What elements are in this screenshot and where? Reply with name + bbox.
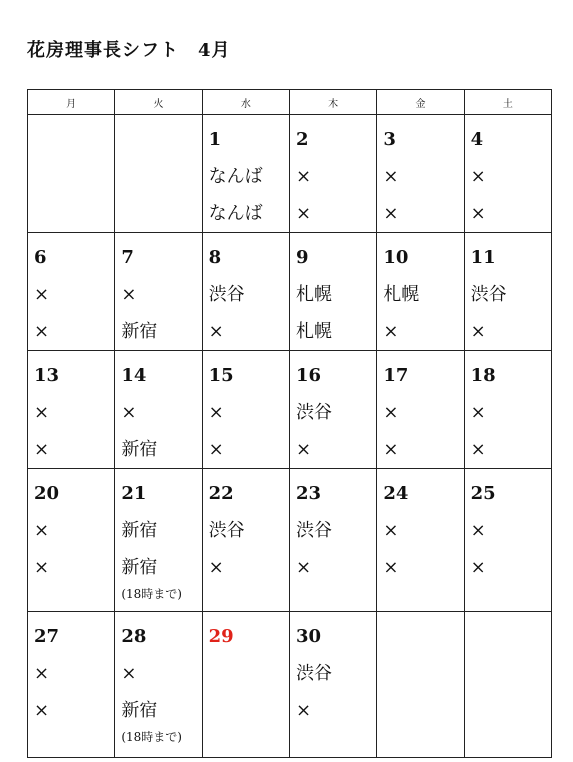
shift-note: (18時まで) bbox=[121, 587, 182, 601]
day-cell bbox=[377, 115, 464, 233]
day-number: 29 bbox=[208, 626, 234, 647]
shift-entry: × bbox=[470, 203, 486, 224]
day-cell bbox=[289, 351, 376, 469]
day-cell bbox=[28, 469, 115, 612]
shift-entry: × bbox=[295, 439, 312, 460]
day-number: 6 bbox=[34, 247, 47, 268]
day-cell bbox=[289, 469, 376, 612]
shift-entry: × bbox=[121, 284, 137, 305]
week-row bbox=[28, 115, 552, 233]
shift-entry: 新宿 bbox=[121, 700, 158, 721]
shift-entry: 札幌 bbox=[295, 321, 332, 342]
day-number: 15 bbox=[208, 365, 234, 386]
shift-entry: × bbox=[208, 402, 224, 423]
day-cell bbox=[377, 233, 464, 351]
week-row bbox=[28, 469, 552, 612]
weekday-header-tue: 火 bbox=[115, 90, 202, 115]
day-cell bbox=[202, 612, 289, 758]
day-number: 14 bbox=[121, 365, 147, 386]
day-number: 8 bbox=[208, 247, 222, 268]
shift-entry: 渋谷 bbox=[295, 520, 332, 541]
shift-entry: 札幌 bbox=[295, 284, 332, 305]
day-number: 11 bbox=[470, 247, 496, 268]
shift-entry: × bbox=[208, 321, 224, 342]
shift-entry: 渋谷 bbox=[295, 402, 332, 423]
day-number: 7 bbox=[121, 247, 134, 268]
day-number: 28 bbox=[121, 626, 147, 647]
day-cell bbox=[28, 351, 115, 469]
day-cell bbox=[464, 469, 551, 612]
weekday-header-wed: 水 bbox=[202, 90, 289, 115]
shift-entry: × bbox=[295, 557, 312, 578]
shift-entry: × bbox=[470, 557, 486, 578]
shift-entry: × bbox=[470, 402, 486, 423]
shift-entry: なんば bbox=[208, 166, 263, 187]
weekday-header-row bbox=[28, 90, 552, 115]
empty-day-cell bbox=[28, 115, 115, 233]
week-row bbox=[28, 233, 552, 351]
shift-entry: 渋谷 bbox=[295, 663, 332, 684]
empty-day-cell bbox=[464, 612, 551, 758]
shift-entry: 新宿 bbox=[121, 321, 158, 342]
day-number: 17 bbox=[383, 365, 409, 386]
day-number: 4 bbox=[470, 129, 484, 150]
day-number: 30 bbox=[295, 626, 322, 647]
day-cell bbox=[28, 233, 115, 351]
day-number: 20 bbox=[34, 483, 60, 504]
shift-entry: × bbox=[34, 520, 50, 541]
day-cell bbox=[115, 351, 202, 469]
day-cell bbox=[289, 233, 376, 351]
shift-entry: × bbox=[470, 439, 486, 460]
shift-entry: × bbox=[295, 166, 312, 187]
shift-entry: × bbox=[208, 557, 224, 578]
shift-entry: × bbox=[383, 439, 399, 460]
shift-entry: 渋谷 bbox=[470, 284, 507, 305]
shift-entry: × bbox=[121, 402, 137, 423]
weekday-header-sat: 土 bbox=[464, 90, 551, 115]
shift-entry: × bbox=[208, 439, 224, 460]
shift-entry: なんば bbox=[208, 203, 263, 224]
shift-entry: × bbox=[34, 663, 50, 684]
week-row bbox=[28, 612, 552, 758]
day-number: 1 bbox=[208, 129, 222, 150]
shift-note: (18時まで) bbox=[121, 730, 182, 744]
day-cell bbox=[464, 233, 551, 351]
day-cell bbox=[289, 115, 376, 233]
day-number: 18 bbox=[470, 365, 496, 386]
shift-entry: × bbox=[470, 166, 486, 187]
day-number: 27 bbox=[34, 626, 60, 647]
day-cell bbox=[464, 115, 551, 233]
day-number: 22 bbox=[208, 483, 234, 504]
shift-entry: × bbox=[470, 321, 486, 342]
day-number: 16 bbox=[295, 365, 322, 386]
shift-entry: × bbox=[383, 166, 399, 187]
shift-entry: × bbox=[383, 203, 399, 224]
shift-entry: 新宿 bbox=[121, 557, 158, 578]
day-cell bbox=[464, 351, 551, 469]
shift-entry: × bbox=[470, 520, 486, 541]
day-cell bbox=[28, 612, 115, 758]
empty-day-cell bbox=[115, 115, 202, 233]
shift-entry: × bbox=[34, 402, 50, 423]
shift-entry: × bbox=[34, 321, 50, 342]
week-row bbox=[28, 351, 552, 469]
day-number: 23 bbox=[295, 483, 322, 504]
day-number: 10 bbox=[383, 247, 409, 268]
day-cell bbox=[289, 612, 376, 758]
shift-entry: 渋谷 bbox=[208, 284, 245, 305]
day-cell bbox=[202, 469, 289, 612]
shift-entry: × bbox=[121, 663, 137, 684]
shift-entry: × bbox=[383, 321, 399, 342]
shift-entry: 渋谷 bbox=[208, 520, 245, 541]
weekday-header-fri: 金 bbox=[377, 90, 464, 115]
day-cell bbox=[377, 351, 464, 469]
day-cell bbox=[202, 233, 289, 351]
day-number: 25 bbox=[470, 483, 496, 504]
day-number: 13 bbox=[34, 365, 60, 386]
shift-entry: × bbox=[295, 203, 312, 224]
shift-entry: × bbox=[383, 520, 399, 541]
day-cell bbox=[115, 233, 202, 351]
shift-entry: × bbox=[34, 284, 50, 305]
weekday-header-thu: 木 bbox=[289, 90, 376, 115]
day-number: 21 bbox=[121, 483, 147, 504]
shift-entry: × bbox=[34, 700, 50, 721]
day-cell bbox=[377, 469, 464, 612]
shift-entry: 札幌 bbox=[383, 284, 420, 305]
page-title: 花房理事長シフト 4月 bbox=[27, 40, 231, 61]
day-number: 9 bbox=[295, 247, 309, 268]
weekday-header-mon: 月 bbox=[28, 90, 115, 115]
shift-entry: × bbox=[34, 557, 50, 578]
day-number: 2 bbox=[295, 129, 309, 150]
shift-entry: 新宿 bbox=[121, 439, 158, 460]
shift-entry: × bbox=[383, 402, 399, 423]
shift-entry: × bbox=[383, 557, 399, 578]
day-cell bbox=[202, 351, 289, 469]
day-cell bbox=[115, 612, 202, 758]
shift-entry: × bbox=[34, 439, 50, 460]
day-cell bbox=[202, 115, 289, 233]
day-number: 24 bbox=[383, 483, 409, 504]
shift-calendar bbox=[27, 89, 552, 758]
shift-entry: × bbox=[295, 700, 312, 721]
shift-entry: 新宿 bbox=[121, 520, 158, 541]
empty-day-cell bbox=[377, 612, 464, 758]
day-number: 3 bbox=[383, 129, 396, 150]
day-cell bbox=[115, 469, 202, 612]
